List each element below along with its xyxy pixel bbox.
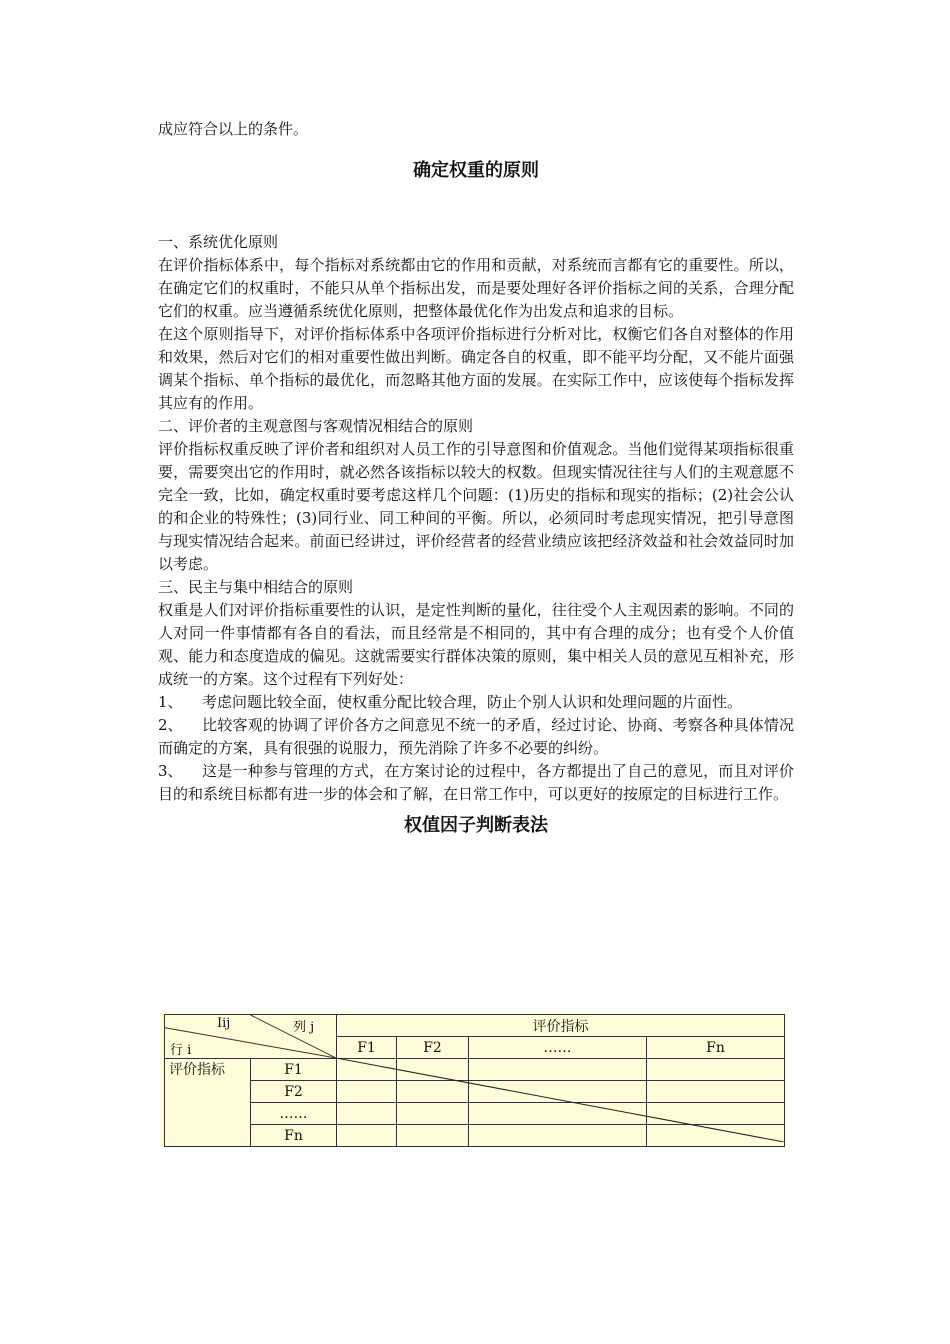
benefit-number: 1、 [158, 693, 183, 711]
corner-label-column: 列 j [293, 1020, 315, 1035]
table-cell [647, 1059, 785, 1081]
intro-tail-text: 成应符合以上的条件。 [158, 120, 309, 138]
table-cell [647, 1081, 785, 1103]
benefit-text: 比较客观的协调了评价各方之间意见不统一的矛盾，经过讨论、协商、考察各种具体情况而确定的方案，具有很强的说服力，预先消除了许多不必要的纠纷。 [158, 716, 794, 757]
document-body [158, 118, 794, 840]
heading-weight-factor-table: 权值因子判断表法 [404, 815, 548, 836]
table-cell [337, 1059, 397, 1081]
row-header-f2: F2 [251, 1081, 337, 1103]
corner-label-row: 行 i [170, 1043, 192, 1058]
benefit-text: 这是一种参与管理的方式，在方案讨论的过程中，各方都提出了自己的意见，而且对评价目的和系统目标都有进一步的体会和了解，在日常工作中，可以更好的按原定的目标进行工作。 [158, 762, 794, 803]
table-cell [397, 1125, 469, 1147]
column-header-ellipsis: …… [469, 1037, 647, 1059]
row-header-ellipsis: …… [251, 1103, 337, 1125]
section-1-paragraph-1: 在评价指标体系中，每个指标对系统都由它的作用和贡献，对系统而言都有它的重要性。所以，在确定它们的权重时，不能只从单个指标出发，而是要处理好各评价指标之间的关系，合理分配它们的权重。应当遵循系统优化原则，把整体最优化作为出发点和追求的目标。 [158, 256, 794, 320]
table-corner-header [165, 1015, 337, 1059]
table-cell [469, 1081, 647, 1103]
column-header-f2: F2 [397, 1037, 469, 1059]
section-1-paragraph-2: 在这个原则指导下，对评价指标体系中各项评价指标进行分析对比，权衡它们各自对整体的作用和效果，然后对它们的相对重要性做出判断。确定各自的权重，即不能平均分配，又不能片面强调某个指标、单个指标的最优化，而忽略其他方面的发展。在实际工作中，应该使每个指标发挥其应有的作用。 [158, 325, 794, 412]
table-cell [397, 1103, 469, 1125]
table-cell [397, 1059, 469, 1081]
table-cell [469, 1059, 647, 1081]
benefit-item-3 [158, 760, 794, 806]
section-1-title: 一、系统优化原则 [158, 233, 279, 251]
row-header-f1: F1 [251, 1059, 337, 1081]
column-header-f1: F1 [337, 1037, 397, 1059]
table-cell [337, 1103, 397, 1125]
section-3-title: 三、民主与集中相结合的原则 [158, 578, 354, 596]
table-cell [469, 1125, 647, 1147]
table-cell [337, 1125, 397, 1147]
table-cell [337, 1081, 397, 1103]
benefit-number: 3、 [158, 762, 183, 780]
table-cell [647, 1125, 785, 1147]
benefit-number: 2、 [158, 716, 183, 734]
benefit-item-1 [158, 691, 794, 714]
column-group-header: 评价指标 [337, 1015, 785, 1037]
corner-label-iij: Iij [217, 1016, 231, 1031]
heading-weight-principles: 确定权重的原则 [413, 160, 539, 181]
section-2-title: 二、评价者的主观意图与客观情况相结合的原则 [158, 417, 474, 435]
column-header-fn: Fn [647, 1037, 785, 1059]
row-header-fn: Fn [251, 1125, 337, 1147]
benefit-item-2 [158, 714, 794, 760]
table-cell [397, 1081, 469, 1103]
section-2-paragraph-1: 评价指标权重反映了评价者和组织对人员工作的引导意图和价值观念。当他们觉得某项指标很重要，需要突出它的作用时，就必然各该指标以较大的权数。但现实情况往往与人们的主观意愿不完全一致，比如，确定权重时要考虑这样几个问题：(1)历史的指标和现实的指标；(2)社会公认的和企业的特殊性；(3)同行业、同工种间的平衡。所以，必须同时考虑现实情况，把引导意图与现实情况结合起来。前面已经讲过，评价经营者的经营业绩应该把经济效益和社会效益同时加以考虑。 [158, 440, 794, 573]
table-cell [469, 1103, 647, 1125]
row-group-header: 评价指标 [165, 1059, 251, 1147]
benefit-text: 考虑问题比较全面，使权重分配比较合理，防止个别人认识和处理问题的片面性。 [202, 693, 743, 711]
weight-factor-table [164, 1014, 785, 1147]
table-cell [647, 1103, 785, 1125]
weight-factor-table-figure [160, 1011, 788, 1146]
section-3-paragraph-1: 权重是人们对评价指标重要性的认识，是定性判断的量化，往往受个人主观因素的影响。不同的人对同一件事情都有各自的看法，而且经常是不相同的，其中有合理的成分；也有受个人价值观、能力和态度造成的偏见。这就需要实行群体决策的原则，集中相关人员的意见互相补充，形成统一的方案。这个过程有下列好处： [158, 601, 794, 688]
